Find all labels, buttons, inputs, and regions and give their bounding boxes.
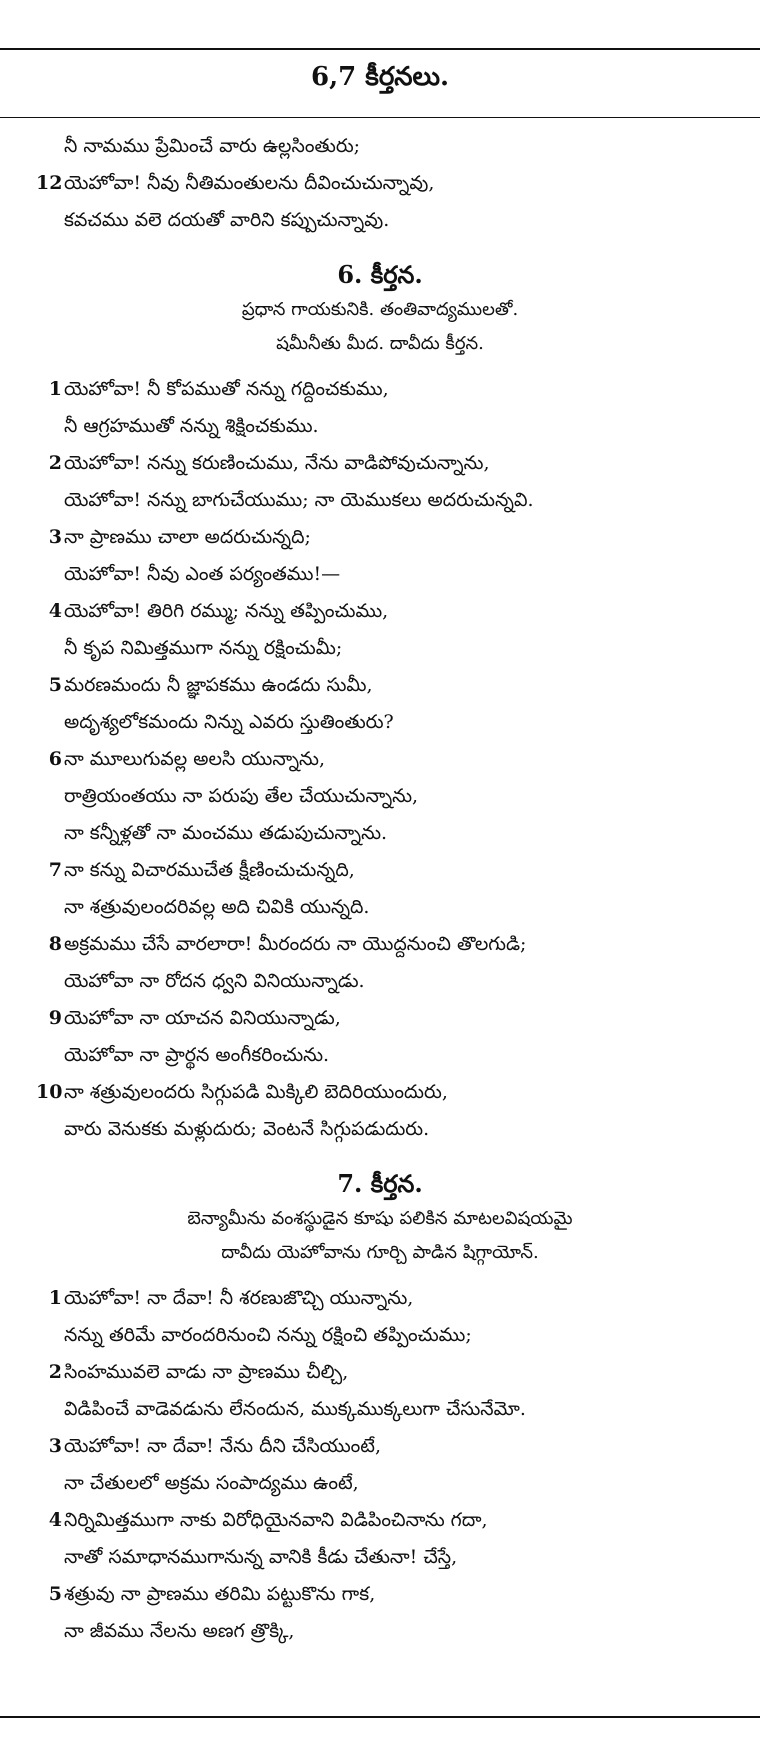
verse-text: విడిపించే వాడెవడును లేనందున, ముక్కముక్కలుగా చేసునేమో. [64, 1398, 526, 1420]
verse-number: 1 [48, 378, 62, 400]
verse-text: నిర్నిమిత్తముగా నాకు విరోధియైనవాని విడిపించినాను గదా, [64, 1509, 488, 1531]
verse-line [0, 667, 760, 704]
verse-text: యెహోవా! నా దేవా! నేను దీని చేసియుంటే, [64, 1435, 382, 1457]
verse-text: నా మూలుగువల్ల అలసి యున్నాను, [64, 748, 325, 770]
page-header: 6,7 కీర్తనలు. [310, 62, 449, 92]
verse-number: 10 [36, 1081, 63, 1103]
verse-number: 5 [48, 674, 62, 696]
verse-line [0, 128, 760, 165]
verse-text: అదృశ్యలోకమందు నిన్ను ఎవరు స్తుతింతురు? [64, 711, 394, 733]
verse-line [0, 1280, 760, 1317]
verse-line [0, 202, 760, 239]
verse-line [0, 1354, 760, 1391]
psalm-6-title: 6. కీర్తన. [337, 260, 423, 289]
verse-line [0, 1576, 760, 1613]
verse-text: మరణమందు నీ జ్ఞాపకము ఉండదు సుమీ, [64, 674, 373, 696]
verse-line [0, 165, 760, 202]
verse-line [0, 1111, 760, 1148]
verse-line [0, 1391, 760, 1428]
verse-line [0, 852, 760, 889]
verse-number: 8 [48, 933, 62, 955]
verse-line [0, 741, 760, 778]
verse-text: యెహోవా! నన్ను కరుణించుము, నేను వాడిపోవుచున్నాను, [64, 452, 490, 474]
verse-number: 2 [48, 452, 62, 474]
verse-line [0, 963, 760, 1000]
verse-number: 6 [48, 748, 62, 770]
verse-text: యెహోవా! తిరిగి రమ్ము; నన్ను తప్పించుము, [64, 600, 389, 622]
verse-line [0, 1317, 760, 1354]
verse-line [0, 926, 760, 963]
verse-text: నాతో సమాధానముగానున్న వానికి కీడు చేతునా! చేస్తే, [64, 1546, 458, 1568]
verse-line [0, 1502, 760, 1539]
verse-text: యెహోవా! నీ కోపముతో నన్ను గద్దించకుము, [64, 378, 389, 400]
verse-number: 4 [48, 600, 62, 622]
verse-line [0, 593, 760, 630]
verse-line [0, 815, 760, 852]
verse-line [0, 519, 760, 556]
verse-text: నా జీవము నేలను అణగ త్రొక్కి, [64, 1620, 295, 1642]
verse-text: యెహోవా! నీవు నీతిమంతులను దీవించుచున్నావు, [64, 172, 435, 194]
psalm-7-subhead-2: దావీదు యెహోవాను గూర్చి పాడిన షిగ్గాయోన్. [221, 1242, 539, 1263]
verse-text: నీ ఆగ్రహముతో నన్ను శిక్షించకుము. [64, 415, 319, 437]
page-content [0, 128, 760, 1650]
verse-line [0, 1613, 760, 1650]
verse-text: నా ప్రాణము చాలా అదరుచున్నది; [64, 526, 311, 548]
verse-text: నా కన్నీళ్లతో నా మంచము తడుపుచున్నాను. [64, 822, 388, 844]
verse-line [0, 889, 760, 926]
verse-line [0, 1465, 760, 1502]
verse-text: యెహోవా! నా దేవా! నీ శరణుజొచ్చి యున్నాను, [64, 1287, 414, 1309]
verse-line [0, 445, 760, 482]
verse-text: నీ కృప నిమిత్తముగా నన్ను రక్షించుమీ; [64, 637, 343, 659]
verse-number: 1 [48, 1287, 62, 1309]
psalm-7-title: 7. కీర్తన. [337, 1169, 423, 1198]
verse-text: నీ నామము ప్రేమించే వారు ఉల్లసింతురు; [64, 135, 361, 157]
verse-text: నా చేతులలో అక్రమ సంపాద్యము ఉంటే, [64, 1472, 359, 1494]
verse-line [0, 371, 760, 408]
verse-number: 5 [48, 1583, 62, 1605]
verse-text: అక్రమము చేసే వారలారా! మీరందరు నా యొద్దనుంచి తొలగుడి; [64, 933, 527, 955]
verse-line [0, 408, 760, 445]
verse-line [0, 1074, 760, 1111]
verse-text: వారు వెనుకకు మళ్లుదురు; వెంటనే సిగ్గుపడుదురు. [64, 1118, 430, 1140]
verse-line [0, 704, 760, 741]
verse-line [0, 482, 760, 519]
verse-text: యెహోవా నా రోదన ధ్వని వినియున్నాడు. [64, 970, 365, 992]
verse-line [0, 1428, 760, 1465]
verse-number: 3 [48, 1435, 62, 1457]
verse-text: నా శత్రువులందరివల్ల అది చివికి యున్నది. [64, 896, 370, 918]
verse-line [0, 630, 760, 667]
psalm-6-verses [0, 371, 760, 1148]
verse-number: 9 [48, 1007, 62, 1029]
verse-text: నా శత్రువులందరు సిగ్గుపడి మిక్కిలి బెదిరియుందురు, [64, 1081, 448, 1103]
header-rule [0, 117, 760, 118]
psalm-6-subhead-1: ప్రధాన గాయకునికి. తంతివాద్యములతో. [241, 299, 519, 320]
verse-number: 7 [48, 859, 62, 881]
top-rule [0, 48, 760, 50]
bottom-rule [0, 1716, 760, 1718]
verse-number: 2 [48, 1361, 62, 1383]
verse-text: యెహోవా! నన్ను బాగుచేయుము; నా యెముకలు అదరుచున్నవి. [64, 489, 534, 511]
verse-text: యెహోవా నా యాచన వినియున్నాడు, [64, 1007, 341, 1029]
verse-text: నా కన్ను విచారముచేత క్షీణించుచున్నది, [64, 859, 355, 881]
verse-line [0, 556, 760, 593]
verse-number: 12 [36, 172, 63, 194]
psalm-7-subhead-1: బెన్యామీను వంశస్థుడైన కూషు పలికిన మాటలవిషయమై [187, 1208, 573, 1229]
psalm-7-verses [0, 1280, 760, 1650]
verse-line [0, 1000, 760, 1037]
verse-text: యెహోవా నా ప్రార్థన అంగీకరించును. [64, 1044, 330, 1066]
verse-text: నన్ను తరిమే వారందరినుంచి నన్ను రక్షించి తప్పించుము; [64, 1324, 472, 1346]
verse-text: సింహమువలె వాడు నా ప్రాణము చీల్చి, [64, 1361, 349, 1383]
verse-line [0, 1037, 760, 1074]
verse-line [0, 778, 760, 815]
continuation-verses [0, 128, 760, 239]
verse-number: 4 [48, 1509, 62, 1531]
verse-text: శత్రువు నా ప్రాణము తరిమి పట్టుకొను గాక, [64, 1583, 376, 1605]
verse-text: రాత్రియంతయు నా పరుపు తేల చేయుచున్నాను, [64, 785, 419, 807]
verse-line [0, 1539, 760, 1576]
verse-text: యెహోవా! నీవు ఎంత పర్యంతము!— [64, 563, 341, 585]
verse-number: 3 [48, 526, 62, 548]
verse-text: కవచము వలె దయతో వారిని కప్పుచున్నావు. [64, 209, 390, 231]
psalm-6-subhead-2: షమీనీతు మీద. దావీదు కీర్తన. [276, 333, 484, 354]
